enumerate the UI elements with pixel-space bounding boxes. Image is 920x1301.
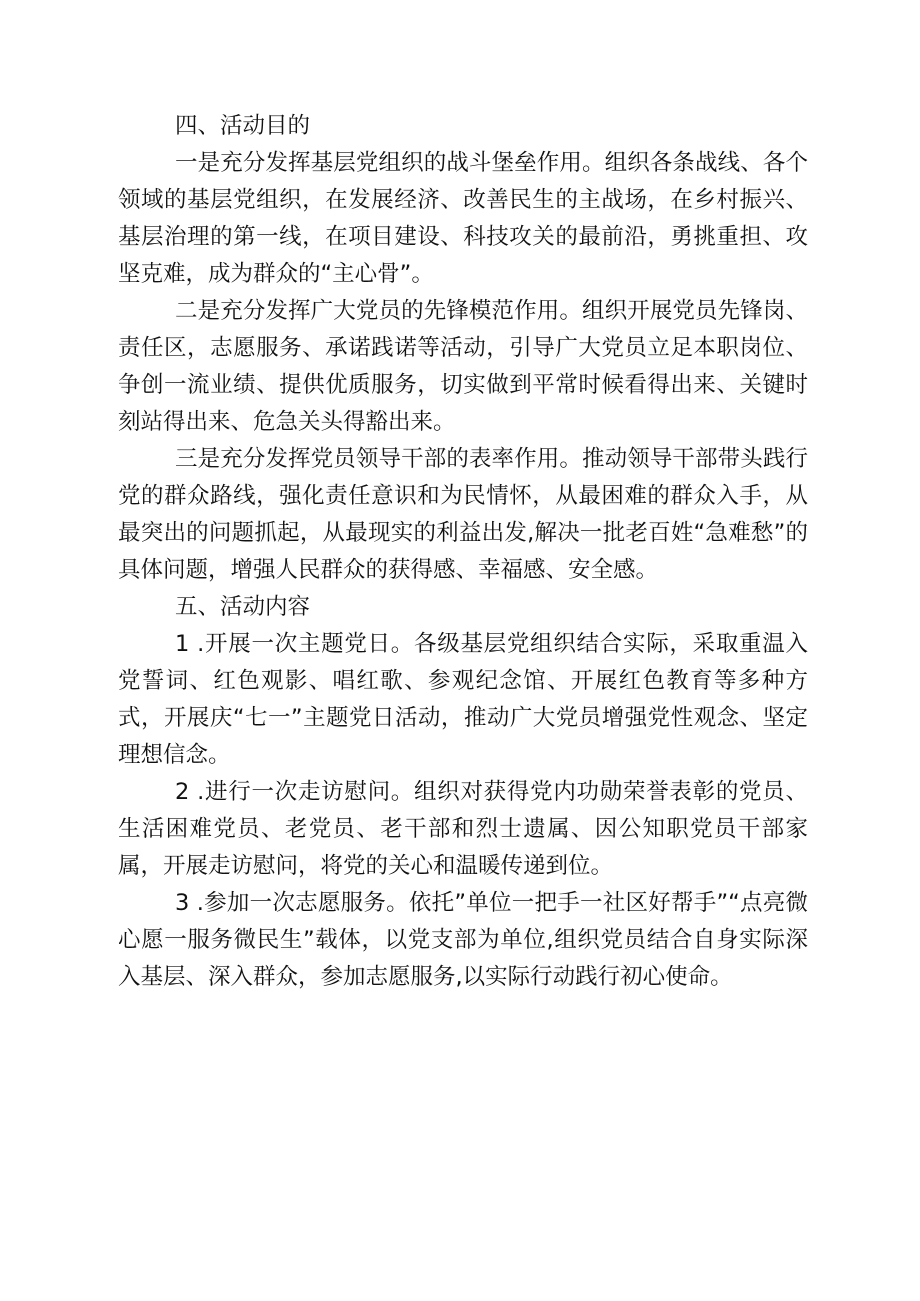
paragraph-purpose-1: 一是充分发挥基层党组织的战斗堡垒作用。组织各条战线、各个领域的基层党组织，在发展经济、改善民生的主战场，在乡村振兴、基层治理的第一线，在项目建设、科技攻关的最前沿，勇挑重担、攻坚克难，成为群众的“主心骨”。: [118, 150, 808, 287]
section-heading-purpose: 四、活动目的: [175, 113, 311, 139]
paragraph-content-3: 3 .参加一次志愿服务。依托”单位一把手一社区好帮手”“点亮微心愿一服务微民生”载体，以党支部为单位,组织党员结合自身实际深入基层、深入群众，参加志愿服务,以实际行动践行初心使命。: [118, 890, 808, 990]
paragraph-content-2: 2 .进行一次走访慰问。组织对获得党内功勋荣誉表彰的党员、生活困难党员、老党员、老干部和烈士遗属、因公知职党员干部家属，开展走访慰问，将党的关心和温暖传递到位。: [118, 779, 808, 879]
section-heading-content: 五、活动内容: [175, 594, 311, 620]
paragraph-purpose-2: 二是充分发挥广大党员的先锋模范作用。组织开展党员先锋岗、责任区，志愿服务、承诺践诺等活动，引导广大党员立足本职岗位、争创一流业绩、提供优质服务，切实做到平常时候看得出来、关键时刻站得出来、危急关头得豁出来。: [118, 298, 808, 435]
document-body: [118, 108, 808, 996]
paragraph-content-1: 1 .开展一次主题党日。各级基层党组织结合实际，采取重温入党誓词、红色观影、唱红歌、参观纪念馆、开展红色教育等多种方式，开展庆“七一”主题党日活动，推动广大党员增强党性观念、坚定理想信念。: [118, 631, 808, 768]
paragraph-purpose-3: 三是充分发挥党员领导干部的表率作用。推动领导干部带头践行党的群众路线，强化责任意识和为民情怀，从最困难的群众入手，从最突出的问题抓起，从最现实的利益出发,解决一批老百姓“急难愁”的具体问题，增强人民群众的获得感、幸福感、安全感。: [118, 446, 808, 583]
